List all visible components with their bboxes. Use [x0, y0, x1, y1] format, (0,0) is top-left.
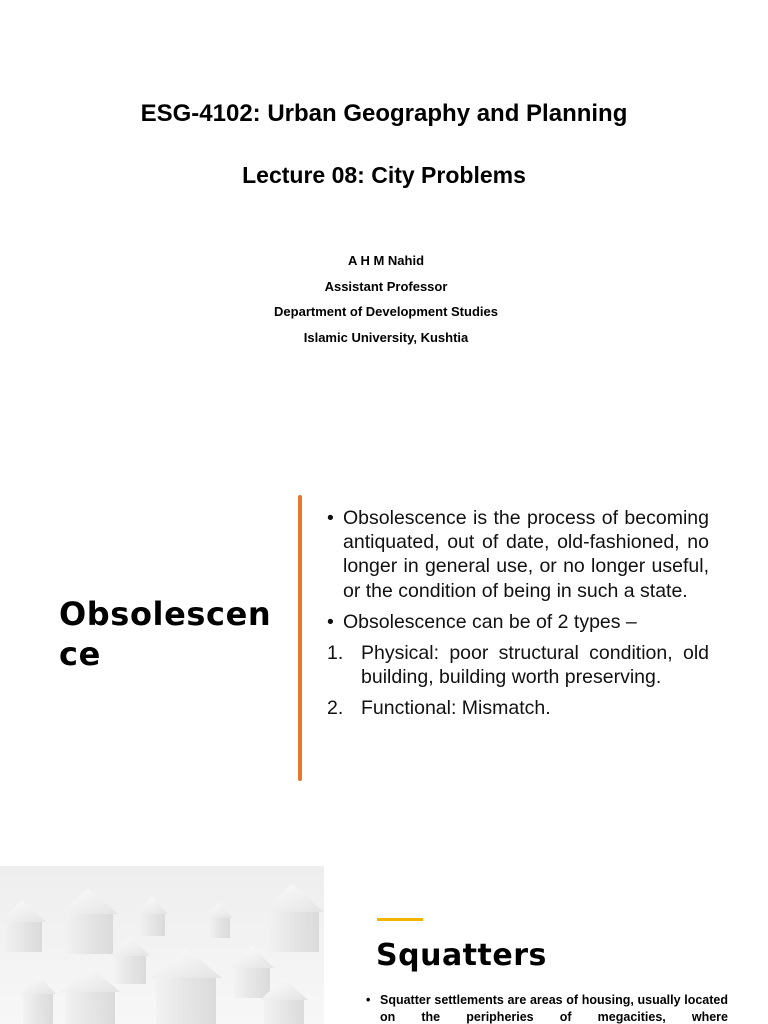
slide-body [366, 992, 728, 1024]
number-marker: 2. [327, 697, 344, 720]
number-marker: 1. [327, 642, 344, 665]
lecture-title: Lecture 08: City Problems [242, 162, 526, 188]
course-title: ESG-4102: Urban Geography and Planning [140, 100, 628, 127]
bullet-item [327, 610, 709, 634]
numbered-item [327, 641, 709, 689]
bullet-text: Obsolescence can be of 2 types – [343, 610, 637, 633]
accent-divider [298, 495, 302, 781]
slide-title: Obsolescence [59, 595, 272, 673]
bullet-text: Obsolescence is the process of becoming antiquated, out of date, old-fashioned, no longer in general use, or no longer useful, or the condition of being in such a state. [343, 507, 709, 602]
author-block [0, 248, 768, 350]
bullet-text: Squatter settlements are areas of housing, usually located on the peripheries of megacities, where [380, 993, 728, 1024]
squatters-slide [0, 864, 768, 1024]
numbered-text: Functional: Mismatch. [361, 697, 551, 720]
author-position: Assistant Professor [324, 278, 448, 294]
slide-body [327, 506, 709, 728]
bullet-marker: • [366, 993, 371, 1007]
bullet-item [366, 992, 728, 1024]
bullet-marker: • [327, 610, 334, 633]
bullet-item [327, 506, 709, 603]
author-name: A H M Nahid [347, 253, 425, 268]
numbered-item [327, 696, 709, 720]
obsolescence-slide [0, 432, 768, 864]
houses-illustration-icon [0, 866, 324, 1024]
author-department: Department of Development Studies [274, 304, 498, 319]
numbered-text: Physical: poor structural condition, old building, building worth preserving. [361, 642, 709, 689]
title-slide [0, 0, 768, 432]
accent-bar [377, 918, 423, 921]
slide-title: Squatters [376, 938, 547, 973]
author-institution: Islamic University, Kushtia [303, 329, 469, 345]
bullet-marker: • [327, 507, 334, 529]
